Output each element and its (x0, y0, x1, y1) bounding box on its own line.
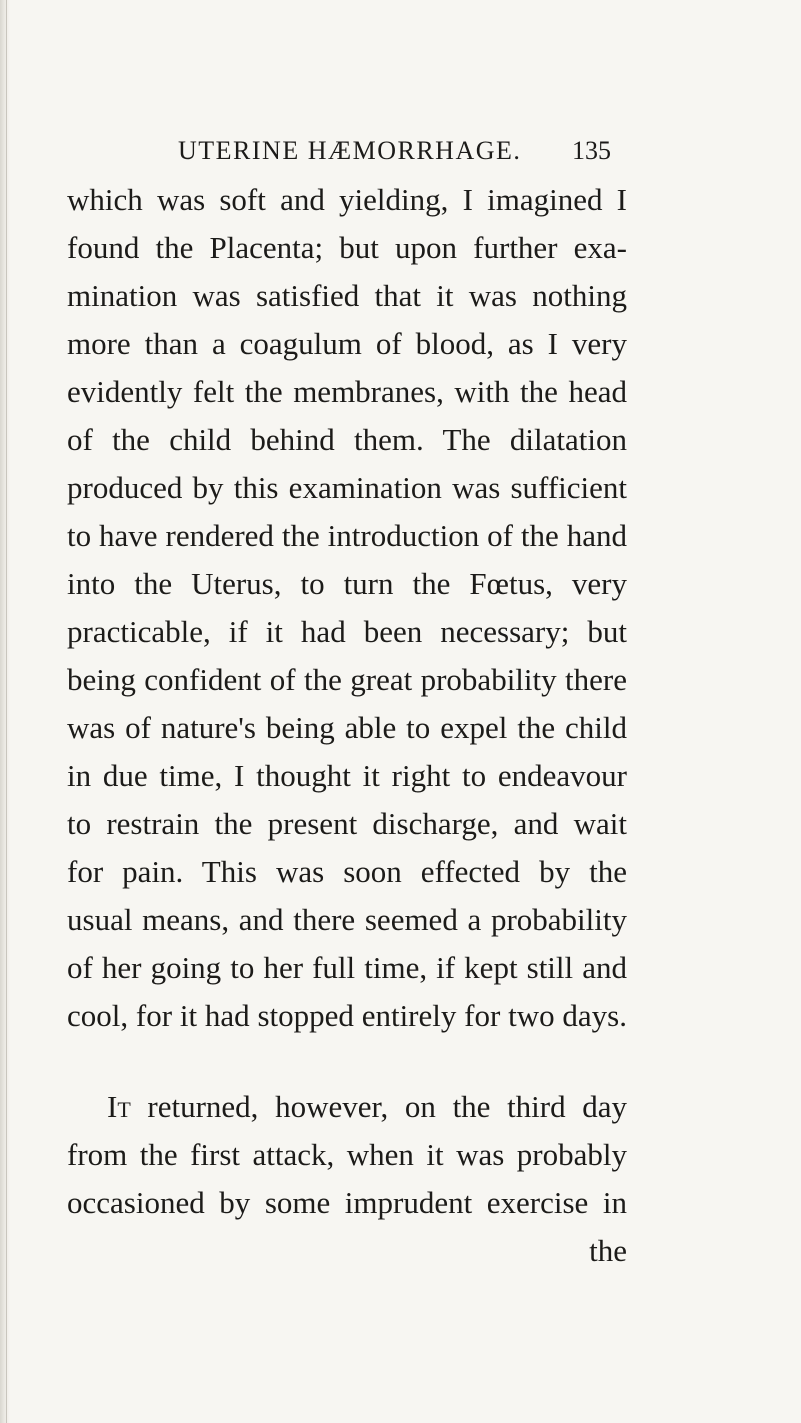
text-line: into the Uterus, to turn the Fœtus, very (67, 566, 627, 601)
text-line: was of nature's being able to expel the child (67, 710, 627, 745)
text-line: evidently felt the membranes, with the head (67, 374, 627, 409)
text-line: produced by this examination was sufficient (67, 470, 627, 505)
small-caps-initial-word: It (107, 1089, 131, 1124)
text-line: from the first attack, when it was probably (67, 1137, 627, 1172)
text-line: occasioned by some imprudent exercise in (67, 1185, 627, 1220)
text-line: usual means, and there seemed a probability (67, 902, 627, 937)
text-line: more than a coagulum of blood, as I very (67, 326, 627, 361)
running-title: UTERINE HÆMORRHAGE. (178, 136, 522, 165)
page-edge-line (6, 0, 7, 1423)
running-head (0, 136, 801, 176)
text-line: to restrain the present discharge, and wait (67, 806, 627, 841)
text-line: of the child behind them. The dilatation (67, 422, 627, 457)
text-line: being confident of the great probability there (67, 662, 627, 697)
text-line: in due time, I thought it right to endeavour (67, 758, 627, 793)
page-number: 135 (572, 136, 611, 165)
catchword: the (589, 1233, 627, 1268)
text-line: for pain. This was soon effected by the (67, 854, 627, 889)
paragraph-opening-line (107, 1084, 627, 1130)
text-line: mination was satisfied that it was nothing (67, 278, 627, 313)
page-edge (0, 0, 10, 1423)
text-line: found the Placenta; but upon further exa- (67, 230, 627, 265)
text-line: which was soft and yielding, I imagined I (67, 182, 627, 217)
text-line: cool, for it had stopped entirely for two days. (67, 998, 627, 1033)
text-line-rest: returned, however, on the third day (147, 1089, 628, 1124)
text-line: of her going to her full time, if kept still and (67, 950, 627, 985)
text-line: to have rendered the introduction of the hand (67, 518, 627, 553)
text-line: practicable, if it had been necessary; but (67, 614, 627, 649)
